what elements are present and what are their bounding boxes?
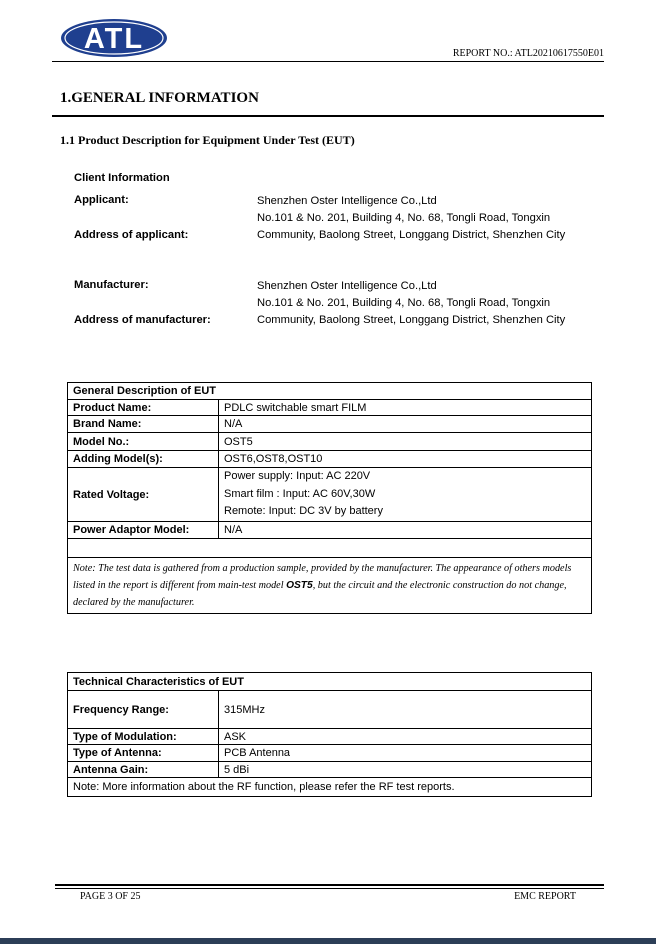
page-number: PAGE 3 OF 25 — [80, 891, 141, 902]
brand-name-label: Brand Name: — [68, 416, 219, 433]
power-adaptor-value: N/A — [219, 522, 592, 539]
table-row — [68, 400, 592, 416]
modulation-value: ASK — [219, 729, 592, 745]
tech-table-title: Technical Characteristics of EUT — [68, 673, 592, 691]
brand-name-value: N/A — [219, 416, 592, 433]
header-divider — [52, 61, 604, 62]
applicant-label: Applicant: — [74, 194, 129, 206]
frequency-range-value: 315MHz — [219, 691, 592, 729]
table-row — [68, 745, 592, 762]
note-text: , but the circuit and the electronic construction do not change, declared by the manufacturer. — [73, 580, 567, 608]
section-title: 1.GENERAL INFORMATION — [60, 90, 259, 106]
antenna-type-label: Type of Antenna: — [68, 745, 219, 762]
manufacturer-value: Shenzhen Oster Intelligence Co.,Ltd — [257, 280, 437, 292]
antenna-type-value: PCB Antenna — [219, 745, 592, 762]
subsection-title: 1.1 Product Description for Equipment Under Test (EUT) — [60, 133, 355, 147]
model-no-label: Model No.: — [68, 433, 219, 451]
table-row — [68, 416, 592, 433]
table-row — [68, 433, 592, 451]
adding-models-value: OST6,OST8,OST10 — [219, 451, 592, 468]
rated-voltage-line: Smart film : Input: AC 60V,30W — [224, 487, 376, 500]
table-row — [68, 468, 592, 522]
table-row — [68, 691, 592, 729]
address-applicant-label: Address of applicant: — [74, 229, 189, 241]
footer-report-type: EMC REPORT — [514, 891, 576, 902]
applicant-value: Shenzhen Oster Intelligence Co.,Ltd — [257, 195, 437, 207]
adding-models-label: Adding Model(s): — [68, 451, 219, 468]
note-model: OST5 — [286, 580, 313, 591]
logo-text: ATL — [83, 23, 145, 55]
table-row — [68, 451, 592, 468]
rated-voltage-line: Remote: Input: DC 3V by battery — [224, 505, 383, 518]
antenna-gain-label: Antenna Gain: — [68, 762, 219, 778]
modulation-label: Type of Modulation: — [68, 729, 219, 745]
address-applicant-value: No.101 & No. 201, Building 4, No. 68, Tongli Road, Tongxin Community, Baolong Street, Longgang District, Shenzhen City — [257, 212, 566, 241]
footer-divider-thin — [55, 888, 604, 889]
model-no-value: OST5 — [219, 433, 592, 451]
product-name-label: Product Name: — [68, 400, 219, 416]
tech-table-note: Note: More information about the RF function, please refer the RF test reports. — [68, 778, 592, 797]
bottom-band — [0, 938, 656, 944]
antenna-gain-value: 5 dBi — [219, 762, 592, 778]
frequency-range-label: Frequency Range: — [68, 691, 219, 729]
rated-voltage-label: Rated Voltage: — [68, 468, 219, 522]
general-table-title: General Description of EUT — [68, 383, 592, 400]
client-information — [74, 172, 594, 352]
product-name-value: PDLC switchable smart FILM — [219, 400, 592, 416]
footer-divider — [55, 884, 604, 886]
table-row — [68, 762, 592, 778]
general-table-note — [68, 558, 592, 614]
technical-characteristics-table — [67, 672, 592, 797]
report-number: REPORT NO.: ATL20210617550E01 — [452, 48, 604, 59]
general-description-table — [67, 382, 592, 614]
rated-voltage-value — [219, 468, 592, 522]
empty-row — [68, 539, 592, 558]
address-manufacturer-value: No.101 & No. 201, Building 4, No. 68, Tongli Road, Tongxin Community, Baolong Street, Longgang District, Shenzhen City — [257, 297, 566, 326]
manufacturer-label: Manufacturer: — [74, 279, 149, 291]
table-row — [68, 729, 592, 745]
address-manufacturer-label: Address of manufacturer: — [74, 314, 211, 326]
rated-voltage-line: Power supply: Input: AC 220V — [224, 470, 371, 483]
section-divider — [52, 115, 604, 117]
note-text: Note: The test data is gathered from a production sample, provided by the manufacturer. The appearance of others models listed in the report is different from main-test model — [73, 563, 572, 591]
client-info-heading: Client Information — [74, 172, 170, 184]
power-adaptor-label: Power Adaptor Model: — [68, 522, 219, 539]
atl-logo — [60, 18, 168, 58]
table-row — [68, 522, 592, 539]
